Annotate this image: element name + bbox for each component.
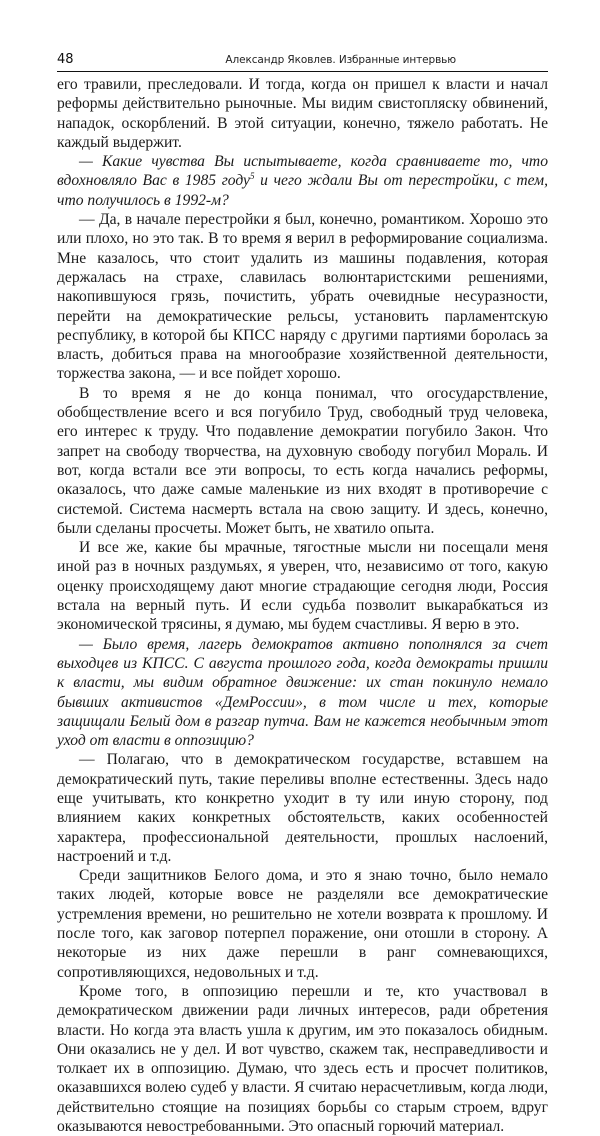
question-2: — Было время, лагерь демократов активно пополнялся за счет выходцев из КПСС. С августа прошлого года, когда демократы пришли к власти, мы видим обратное движение: их стан покинуло немало бывших активистов «ДемРоссии», в том числе и тех, которые защищали Белый дом в разгар путча. Вам не кажется необычным этот уход от власти в оппозицию? (57, 635, 548, 750)
running-title: Александр Яковлев. Избранные интервью (225, 54, 456, 66)
paragraph-1: его травили, преследовали. И тогда, когда он пришел к власти и начал реформы действительно рыночные. Мы видим свистопляску обвинений, нападок, оскорблений. В этой ситуации, конечно, тяжело работать. Не каждый выдержит. (57, 76, 548, 151)
book-page (57, 52, 548, 1136)
answer-2: — Полагаю, что в демократическом государстве, вставшем на демократический путь, такие переливы вполне естественны. Здесь надо еще учитывать, кто конкретно уходит в ту или иную сторону, под влиянием каких конкретных обстоятельств, каких особенностей характера, профессиональной деятельности, прошлых наслоений, настроений и т.д. (57, 751, 548, 865)
answer-1: — Да, в начале перестройки я был, конечно, романтиком. Хорошо это или плохо, но это так. В то время я верил в реформирование социализма. Мне казалось, что стоит удалить из машины подавления, которая держалась на страхе, славилась волюнтаристскими решениями, накопившуюся грязь, почистить, убрать очевидные несуразности, перейти на демократические рельсы, установить парламентскую республику, в которой бы КПСС наряду с другими партиями боролась за власть, добиться права на многообразие хозяйственной деятельности, торжества закона, — и все пойдет хорошо. (57, 211, 548, 383)
running-header (57, 52, 548, 72)
question-1 (57, 152, 548, 210)
question-1-part-1: — Какие чувства Вы испытываете, когда сравниваете то, что вдохновляло Вас в 1985 году (57, 153, 548, 190)
paragraph-9: Кроме того, в оппозицию перешли и те, кто участвовал в демократическом движении ради личных интересов, ради обретения власти. Но когда эта власть ушла к другим, им это показалось обидным. Они оказались не у дел. И вот чувство, скажем так, несправедливости и толкает их в оппозицию. Думаю, что здесь есть и просчет политиков, оказавшихся волею судеб у власти. Я считаю нерасчетливым, когда люди, действительно стоящие на позициях борьбы со старым строем, вдруг оказываются невостребованными. Это опасный горючий материал. (57, 982, 548, 1136)
page-number: 48 (57, 52, 74, 67)
paragraph-5: И все же, какие бы мрачные, тягостные мысли ни посещали меня иной раз в ночных раздумьях, я уверен, что, независимо от того, какую оценку происходящему дают многие страдающие сегодня люди, Россия встала на верный путь. И если судьба позволит выкарабкаться из экономической трясины, я думаю, мы будем счастливы. Я верю в это. (57, 539, 548, 634)
question-1-part-2: и чего ждали Вы от перестройки, с тем, что получилось в 1992-м? (57, 172, 548, 209)
body-text (57, 75, 548, 1136)
paragraph-4: В то время я не до конца понимал, что огосударствление, обобществление всего и вся погубило Труд, свободный труд человека, его интерес к труду. Что подавление демократии погубило Закон. Что запрет на свободу творчества, на духовную свободу погубил Мораль. И вот, когда встали все эти вопросы, то есть когда начались реформы, оказалось, что даже самые маленькие из них входят в противоречие с системой. Система насмерть встала на свою защиту. И здесь, конечно, были сделаны просчеты. Может быть, не хватило опыта. (57, 384, 548, 537)
paragraph-8: Среди защитников Белого дома, и это я знаю точно, было немало таких людей, которые вовсе не разделяли все демократические устремления времени, но решительно не хотели возврата к прошлому. И после того, как заговор потерпел поражение, они отошли в сторону. А некоторые из них даже перешли в ранг сомневающихся, сопротивляющихся, недовольных и т.д. (57, 867, 548, 981)
footnote-ref-5[interactable]: 5 (249, 171, 255, 182)
